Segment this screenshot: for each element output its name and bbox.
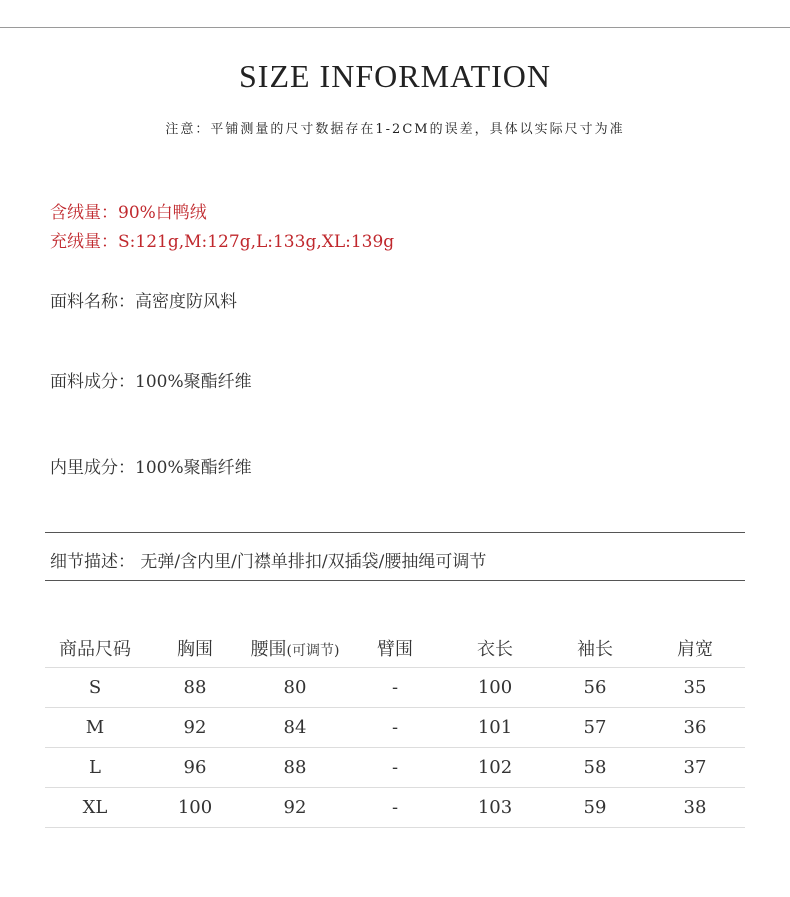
table-row: [45, 668, 745, 708]
cell-size: L: [45, 748, 145, 788]
cell-arm: -: [345, 668, 445, 708]
cell-size: M: [45, 708, 145, 748]
cell-length: 102: [445, 748, 545, 788]
cell-arm: -: [345, 788, 445, 828]
header-size: 商品尺码: [59, 638, 131, 660]
table-row: [45, 708, 745, 748]
measurement-note: 注意：平铺测量的尺寸数据存在1-2CM的误差，具体以实际尺寸为准: [165, 122, 625, 137]
cell-sleeve: 56: [545, 668, 645, 708]
table-row: [45, 788, 745, 828]
cell-waist: 80: [245, 668, 345, 708]
cell-shoulder: 35: [645, 668, 745, 708]
header-waist-label: 腰围: [250, 638, 287, 660]
cell-sleeve: 58: [545, 748, 645, 788]
fill-weight: 充绒量：S:121g,M:127g,L:133g,XL:139g: [50, 232, 395, 252]
table-header-row: [45, 628, 745, 668]
cell-sleeve: 57: [545, 708, 645, 748]
cell-length: 103: [445, 788, 545, 828]
down-content: 含绒量：90%白鸭绒: [50, 203, 207, 223]
cell-chest: 88: [145, 668, 245, 708]
cell-shoulder: 37: [645, 748, 745, 788]
cell-size: XL: [45, 788, 145, 828]
fabric-composition: 面料成分：100%聚酯纤维: [50, 372, 252, 392]
cell-arm: -: [345, 708, 445, 748]
details-top-divider: [45, 532, 745, 533]
cell-arm: -: [345, 748, 445, 788]
cell-chest: 96: [145, 748, 245, 788]
header-length: 衣长: [477, 638, 513, 660]
header-waist: [245, 628, 345, 668]
top-divider: [0, 27, 790, 28]
size-table: [45, 628, 745, 828]
cell-length: 101: [445, 708, 545, 748]
cell-waist: 88: [245, 748, 345, 788]
cell-shoulder: 38: [645, 788, 745, 828]
page-title: SIZE INFORMATION: [239, 58, 551, 94]
header-shoulder: 肩宽: [677, 638, 713, 660]
cell-chest: 100: [145, 788, 245, 828]
lining-composition: 内里成分：100%聚酯纤维: [50, 458, 252, 478]
cell-size: S: [45, 668, 145, 708]
cell-chest: 92: [145, 708, 245, 748]
header-sleeve: 袖长: [577, 638, 613, 660]
header-chest: 胸围: [177, 638, 213, 660]
cell-waist: 84: [245, 708, 345, 748]
fabric-name: 面料名称：高密度防风料: [50, 292, 237, 312]
cell-length: 100: [445, 668, 545, 708]
cell-sleeve: 59: [545, 788, 645, 828]
detail-description: 细节描述： 无弹/含内里/门襟单排扣/双插袋/腰抽绳可调节: [50, 552, 487, 572]
header-arm: 臂围: [377, 638, 413, 660]
cell-waist: 92: [245, 788, 345, 828]
table-row: [45, 748, 745, 788]
cell-shoulder: 36: [645, 708, 745, 748]
details-bottom-divider: [45, 580, 745, 581]
header-waist-note: (可调节): [286, 642, 340, 659]
